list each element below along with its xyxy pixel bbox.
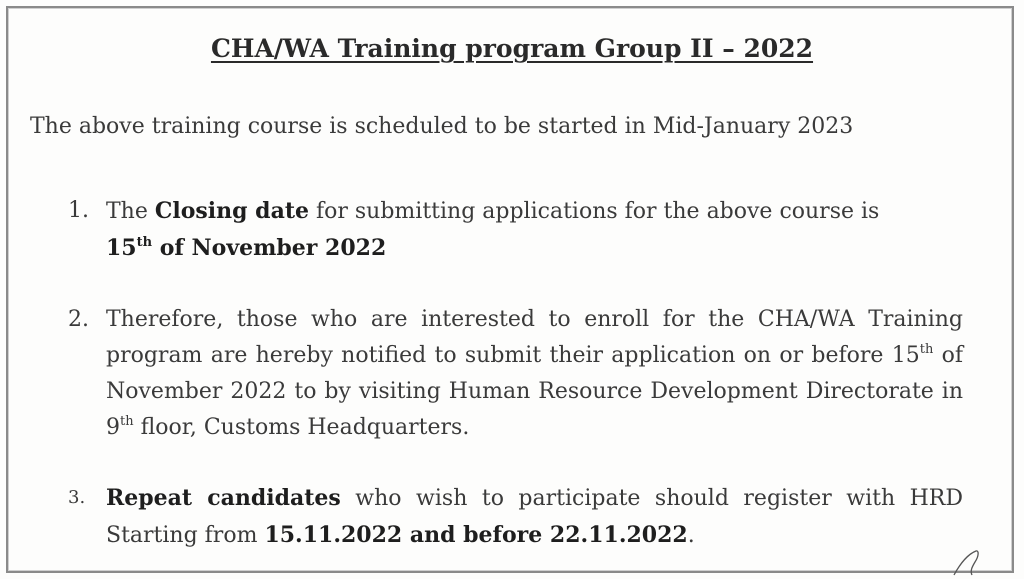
document-title: CHA/WA Training program Group II – 2022: [210, 34, 814, 63]
list-item-number: 2.: [68, 307, 89, 332]
text-run: for submitting applications for the above course is: [308, 199, 880, 224]
text-run: The: [106, 199, 155, 224]
list-item-text: [106, 193, 963, 267]
text-run: Therefore, those who are interested to enroll for the CHA/WA Training program are hereby notified to submit their application on or before 15: [106, 307, 963, 368]
pen-mark-icon: [948, 546, 988, 576]
closing-date-value: [106, 235, 386, 261]
date-month-year: of November 2022: [152, 235, 387, 261]
list-item-repeat-candidates: [68, 480, 963, 554]
text-run: of November 2022 to by visiting Human Resource Development Directorate in 9: [106, 343, 963, 440]
list-item-text: [106, 302, 963, 446]
ordinal-suffix: th: [919, 342, 934, 357]
text-run: who wish to participate should register with HRD Starting from: [106, 486, 963, 548]
ordinal-suffix: th: [136, 235, 153, 250]
list-item-text: [106, 480, 963, 554]
list-item-application-instructions: [68, 302, 963, 446]
repeat-candidates-label: Repeat candidates: [106, 485, 341, 511]
registration-period: 15.11.2022 and before 22.11.2022: [264, 522, 688, 548]
intro-paragraph: The above training course is scheduled to be started in Mid-January 2023: [30, 114, 854, 139]
list-item-closing-date: [68, 193, 963, 267]
date-day: 15: [106, 235, 137, 261]
closing-date-label: Closing date: [154, 198, 309, 224]
text-run: .: [687, 523, 695, 548]
ordinal-suffix: th: [120, 414, 134, 429]
list-item-number: 1.: [68, 198, 89, 223]
text-run: floor, Customs Headquarters.: [133, 415, 470, 440]
list-item-number: 3.: [68, 487, 86, 508]
